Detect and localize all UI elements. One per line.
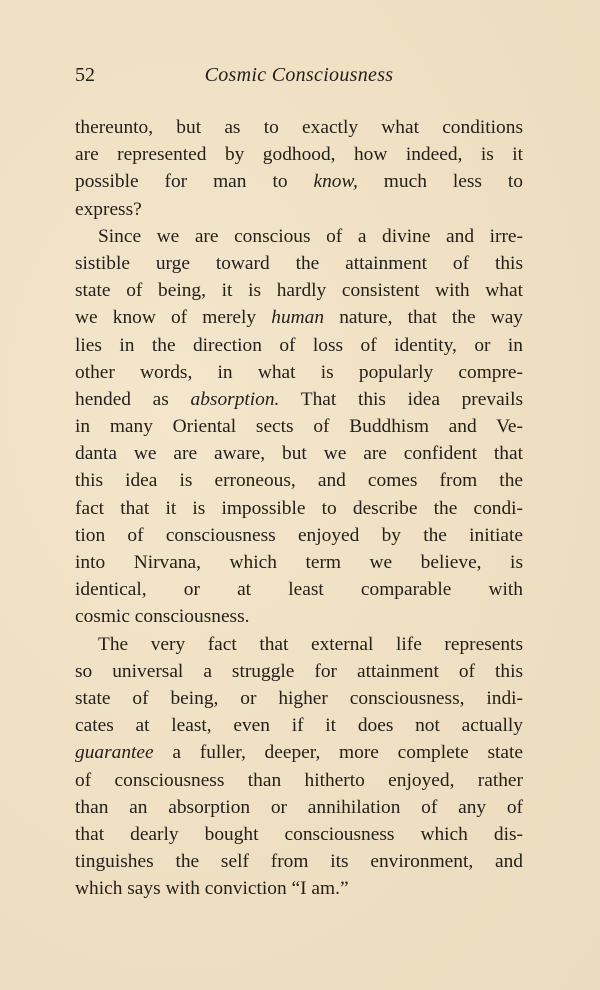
book-page xyxy=(75,62,523,902)
body-text xyxy=(75,114,523,902)
running-title: Cosmic Consciousness xyxy=(204,64,394,86)
text-line: identical, or at least comparable with xyxy=(75,579,523,601)
text-line: other words, in what is popularly compre- xyxy=(75,361,523,383)
text-line: danta we are aware, but we are confident that xyxy=(75,443,523,465)
text-line: lies in the direction of loss of identity, or in xyxy=(75,334,523,356)
text-line: guarantee a fuller, deeper, more complete state xyxy=(75,742,523,764)
text-line: express? xyxy=(75,198,142,220)
text-line: which says with conviction “I am.” xyxy=(75,878,349,900)
text-line: tinguishes the self from its environment, and xyxy=(75,851,523,873)
text-line: of consciousness than hitherto enjoyed, rather xyxy=(75,769,523,791)
italic-emphasis: know, xyxy=(313,171,358,193)
text-line: this idea is erroneous, and comes from the xyxy=(75,470,523,492)
text-line: are represented by godhood, how indeed, is it xyxy=(75,144,523,166)
text-line: The very fact that external life represents xyxy=(98,633,523,655)
text-line: Since we are conscious of a divine and irre- xyxy=(98,225,523,247)
text-line: state of being, or higher consciousness, indi- xyxy=(75,687,523,709)
text-line: into Nirvana, which term we believe, is xyxy=(75,552,523,573)
text-line: so universal a struggle for attainment of this xyxy=(75,660,523,682)
running-head xyxy=(75,62,523,92)
text-line: sistible urge toward the attainment of this xyxy=(75,252,523,274)
text-line: cosmic consciousness. xyxy=(75,606,250,628)
text-line: that dearly bought consciousness which dis- xyxy=(75,823,523,845)
text-line: in many Oriental sects of Buddhism and Ve- xyxy=(75,416,523,438)
text-line: thereunto, but as to exactly what conditions xyxy=(75,117,523,138)
italic-emphasis: absorption. xyxy=(190,388,280,410)
page-number: 52 xyxy=(75,64,95,86)
text-line: hended as absorption. That this idea prevails xyxy=(75,388,523,410)
text-line: we know of merely human nature, that the way xyxy=(75,307,523,329)
text-line: possible for man to know, much less to xyxy=(75,171,523,193)
text-line: tion of consciousness enjoyed by the initiate xyxy=(75,524,523,546)
text-line: cates at least, even if it does not actually xyxy=(75,715,523,737)
paragraph xyxy=(75,223,523,631)
text-line: than an absorption or annihilation of any of xyxy=(75,796,523,818)
italic-emphasis: human xyxy=(271,307,325,329)
text-line: fact that it is impossible to describe the condi- xyxy=(75,497,523,519)
paragraph xyxy=(75,631,523,903)
italic-emphasis: guarantee xyxy=(75,742,154,764)
text-line: state of being, it is hardly consistent with what xyxy=(75,280,523,302)
paragraph xyxy=(75,114,523,223)
